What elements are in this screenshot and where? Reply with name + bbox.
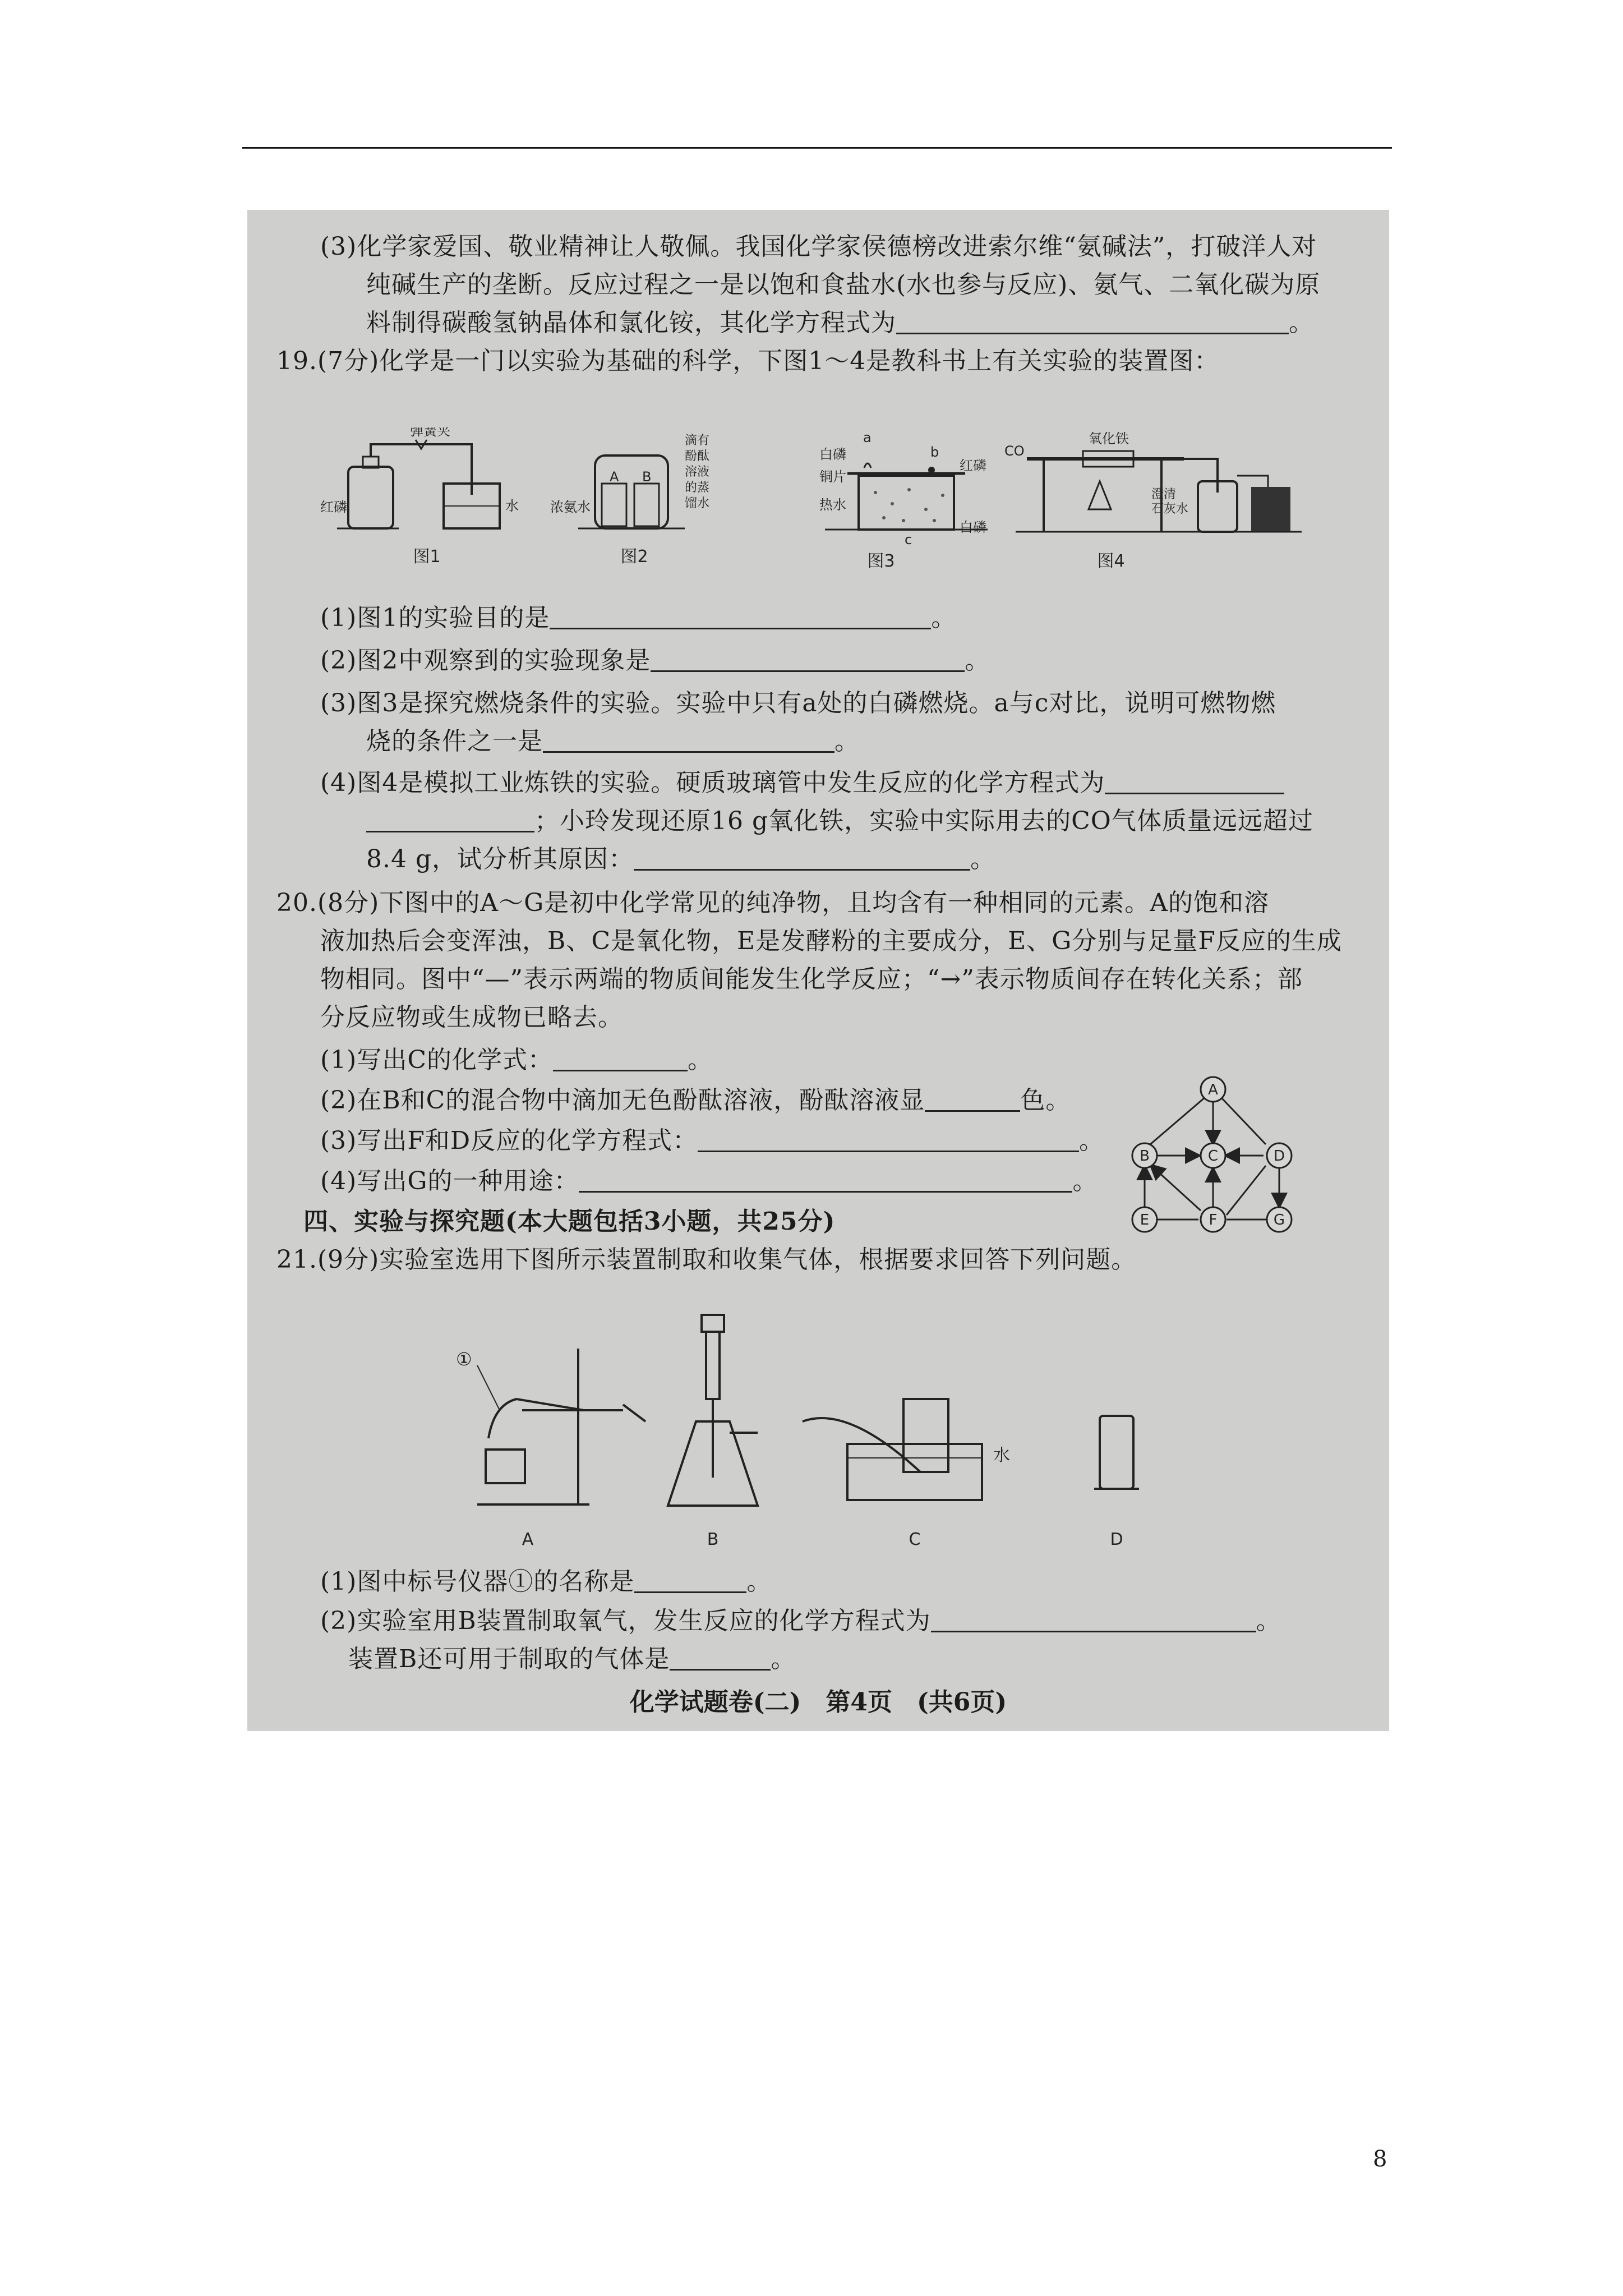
- fig1-red-p-label: 红磷: [320, 499, 347, 515]
- fig3-white-p-label: 白磷: [819, 447, 846, 462]
- fig3-copper-label: 铜片: [819, 469, 846, 485]
- fig1-caption: 图1: [413, 547, 441, 567]
- page-number: 8: [1373, 2146, 1387, 2172]
- fig3-red-p-label: 红磷: [960, 458, 986, 473]
- q21-2-line2: 装置B还可用于制取的气体是 。: [348, 1645, 796, 1673]
- fig3-white-p2-label: 白磷: [960, 519, 986, 535]
- q19-4-line3: 8.4 g，试分析其原因： 。: [366, 845, 996, 873]
- apparatus-B-label: B: [707, 1530, 719, 1549]
- scanned-exam-page: [247, 210, 1389, 1731]
- fig4-limewater-2: 石灰水: [1151, 502, 1189, 516]
- fig4-limewater-1: 澄清: [1151, 487, 1177, 501]
- fig2-phenol-3: 溶液: [685, 465, 710, 479]
- q19-3-line2: 烧的条件之一是 。: [366, 727, 860, 756]
- node-E: E: [1140, 1212, 1150, 1228]
- node-B: B: [1140, 1148, 1150, 1165]
- apparatus-A-label: A: [522, 1530, 534, 1549]
- q20-line2: 液加热后会变浑浊，B、C是氧化物，E是发酵粉的主要成分，E、G分别与足量F反应的生成: [320, 927, 1342, 955]
- q21-1: (1)图中标号仪器①的名称是 。: [320, 1567, 772, 1596]
- figure-1: [320, 427, 533, 576]
- q19-2: (2)图2中观察到的实验现象是 。: [320, 646, 990, 675]
- fig1-water-label: 水: [505, 498, 519, 514]
- fig3-b-label: b: [930, 444, 939, 460]
- fig2-phenol-4: 的蒸: [685, 481, 710, 495]
- node-F: F: [1209, 1212, 1218, 1228]
- q20-line4: 分反应物或生成物已略去。: [320, 1003, 623, 1032]
- q20-4: (4)写出G的一种用途： 。: [320, 1167, 1098, 1195]
- q19-4-line1: (4)图4是模拟工业炼铁的实验。硬质玻璃管中发生反应的化学方程式为: [320, 769, 1284, 798]
- fig4-co-label: CO: [1004, 443, 1025, 459]
- q21-2-line1: (2)实验室用B装置制取氧气，发生反应的化学方程式为 。: [320, 1607, 1281, 1635]
- fig2-B-label: B: [642, 469, 652, 485]
- q20-2: (2)在B和C的混合物中滴加无色酚酞溶液，酚酞溶液显 色。: [320, 1086, 1071, 1115]
- fig3-caption: 图3: [867, 551, 895, 571]
- q18-3-line2: 纯碱生产的垄断。反应过程之一是以饱和食盐水(水也参与反应)、氨气、二氧化碳为原: [366, 270, 1321, 299]
- page-footer: 化学试题卷(二) 第4页 (共6页): [629, 1688, 1007, 1717]
- figure-3: [763, 420, 999, 579]
- fig2-caption: 图2: [620, 547, 648, 567]
- q20-line1: 20.(8分)下图中的A～G是初中化学常见的纯净物，且均含有一种相同的元素。A的饱和溶: [276, 889, 1269, 917]
- q21-apparatus-figure: [455, 1309, 1161, 1553]
- fig1-spring-clip-label: 弹簧夹: [410, 427, 450, 439]
- fig3-hot-water-label: 热水: [819, 497, 846, 513]
- fig2-A-label: A: [610, 469, 619, 485]
- figure-4: [1004, 420, 1318, 579]
- node-G: G: [1273, 1212, 1285, 1228]
- q20-3: (3)写出F和D反应的化学方程式： 。: [320, 1126, 1105, 1155]
- fig2-phenol-2: 酚酞: [685, 449, 710, 463]
- q21-intro: 21.(9分)实验室选用下图所示装置制取和收集气体，根据要求回答下列问题。: [276, 1245, 1137, 1274]
- header-rule: [242, 147, 1392, 149]
- q19-intro: 19.(7分)化学是一门以实验为基础的科学，下图1～4是教科书上有关实验的装置图：: [276, 347, 1220, 375]
- apparatus-C-water-label: 水: [993, 1446, 1010, 1465]
- q20-line3: 物相同。图中“—”表示两端的物质间能发生化学反应；“→”表示物质间存在转化关系；部: [320, 965, 1303, 993]
- fig2-phenol-1: 滴有: [685, 434, 710, 448]
- q21-marker-1: ①: [456, 1349, 472, 1370]
- fig4-caption: 图4: [1097, 551, 1125, 571]
- q18-3-line3: 料制得碳酸氢钠晶体和氯化铵，其化学方程式为 。: [366, 309, 1314, 337]
- q19-1: (1)图1的实验目的是 。: [320, 604, 957, 632]
- fig4-iron-oxide-label: 氧化铁: [1089, 431, 1129, 447]
- q20-1: (1)写出C的化学式： 。: [320, 1046, 713, 1074]
- figure-2: [550, 427, 735, 576]
- fig3-c-label: c: [905, 532, 912, 547]
- node-C: C: [1207, 1148, 1219, 1165]
- q20-relationship-diagram: [1117, 1076, 1307, 1246]
- q18-3-line1: (3)化学家爱国、敬业精神让人敬佩。我国化学家侯德榜改进索尔维“氨碱法”，打破洋人对: [320, 232, 1317, 261]
- q19-3-line1: (3)图3是探究燃烧条件的实验。实验中只有a处的白磷燃烧。a与c对比，说明可燃物燃: [320, 689, 1276, 717]
- q19-4-line2: ；小玲发现还原16 g氧化铁，实验中实际用去的CO气体质量远远超过: [366, 807, 1313, 836]
- fig3-a-label: a: [863, 430, 872, 445]
- apparatus-C-label: C: [909, 1530, 921, 1549]
- node-D: D: [1273, 1148, 1285, 1165]
- node-A: A: [1208, 1082, 1218, 1098]
- section-4-heading: 四、实验与探究题(本大题包括3小题，共25分): [303, 1207, 836, 1236]
- apparatus-D-label: D: [1110, 1530, 1123, 1549]
- fig2-phenol-5: 馏水: [685, 496, 710, 510]
- fig2-ammonia-label: 浓氨水: [550, 499, 591, 515]
